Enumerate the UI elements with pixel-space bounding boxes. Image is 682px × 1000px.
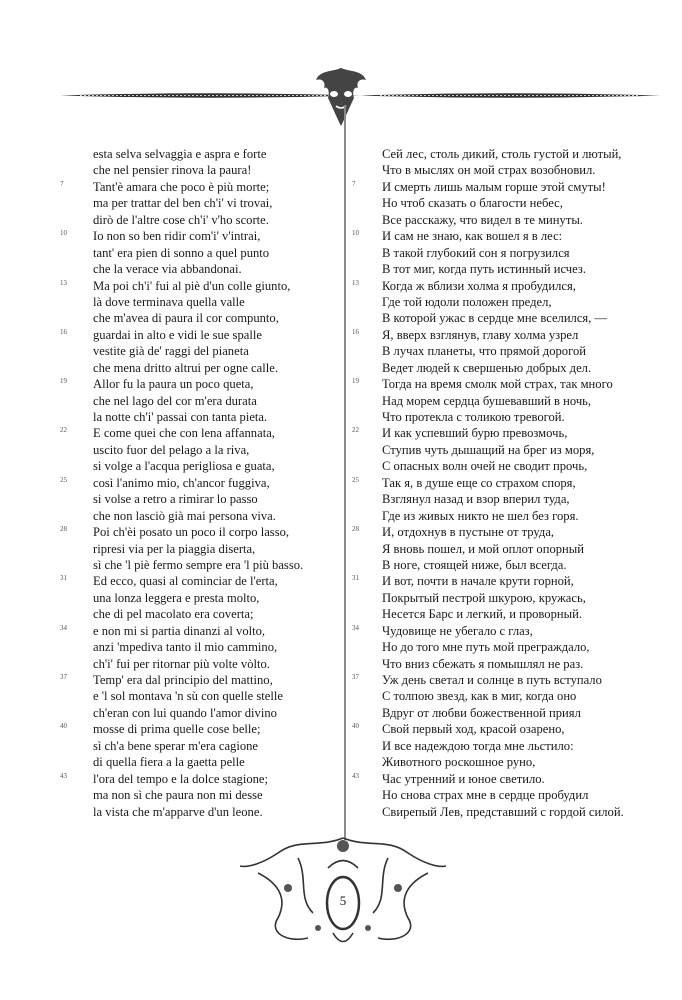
verse-line xyxy=(60,376,340,392)
verse-text: И сам не знаю, как вошел я в лес: xyxy=(382,229,563,244)
line-number: 40 xyxy=(60,722,67,731)
verse-line xyxy=(60,656,340,672)
verse-line xyxy=(352,721,662,737)
verse-line xyxy=(352,343,662,359)
italian-text-column xyxy=(60,146,340,820)
verse-line xyxy=(60,179,340,195)
verse-text: В которой ужас в сердце мне вселился, — xyxy=(382,311,608,326)
verse-line xyxy=(60,475,340,491)
line-number: 7 xyxy=(352,179,356,188)
verse-line xyxy=(352,179,662,195)
verse-text: che di pel macolato era coverta; xyxy=(93,607,254,622)
verse-text: tant' era pien di sonno a quel punto xyxy=(93,245,270,260)
verse-line xyxy=(352,294,662,310)
verse-text: Allor fu la paura un poco queta, xyxy=(93,377,254,392)
line-number: 16 xyxy=(60,327,67,336)
verse-text: Но до того мне путь мой преграждало, xyxy=(382,640,590,655)
verse-text: И все надеждою тогда мне льстило: xyxy=(382,738,574,753)
verse-line xyxy=(352,688,662,704)
verse-text: Но снова страх мне в сердце пробудил xyxy=(382,788,589,803)
verse-line xyxy=(352,212,662,228)
verse-line xyxy=(352,278,662,294)
verse-line xyxy=(352,590,662,606)
verse-text: sì ch'a bene sperar m'era cagione xyxy=(93,738,259,753)
verse-line xyxy=(60,639,340,655)
verse-line xyxy=(60,442,340,458)
verse-line xyxy=(352,425,662,441)
verse-text: Уж день светал и солнце в путь вступало xyxy=(382,673,602,687)
line-number: 34 xyxy=(60,623,67,632)
verse-text: esta selva selvaggia e aspra e forte xyxy=(93,147,267,161)
line-number: 7 xyxy=(60,179,64,188)
verse-line xyxy=(352,360,662,376)
verse-line xyxy=(60,754,340,770)
verse-line xyxy=(352,541,662,557)
line-number: 22 xyxy=(60,426,67,435)
line-number: 37 xyxy=(60,673,67,681)
verse-text: mosse di prima quelle cose belle; xyxy=(93,722,261,737)
page-number: 5 xyxy=(339,893,347,908)
verse-line xyxy=(352,771,662,787)
verse-text: Тогда на время смолк мой страх, так много xyxy=(382,377,613,392)
verse-line xyxy=(352,442,662,458)
verse-line xyxy=(60,672,340,688)
verse-line xyxy=(352,738,662,754)
verse-line xyxy=(60,409,340,425)
verse-text: Io non so ben ridir com'i' v'intrai, xyxy=(93,229,261,244)
verse-text: Что вниз сбежать я помышлял не раз. xyxy=(382,656,584,671)
verse-line xyxy=(60,590,340,606)
verse-line xyxy=(60,524,340,540)
verse-text: В такой глубокий сон я погрузился xyxy=(382,245,570,260)
line-number: 16 xyxy=(352,327,359,336)
verse-line xyxy=(60,360,340,376)
line-number: 25 xyxy=(60,475,67,484)
verse-line xyxy=(352,787,662,803)
verse-text: И, отдохнув в пустыне от труда, xyxy=(382,525,555,540)
verse-text: Ed ecco, quasi al cominciar de l'erta, xyxy=(93,574,278,589)
verse-text: si volge a l'acqua perigliosa e guata, xyxy=(93,459,275,474)
verse-text: Ступив чуть дышащий на брег из моря, xyxy=(382,442,595,457)
verse-text: dirò de l'altre cose ch'i' v'ho scorte. xyxy=(93,212,269,227)
verse-line xyxy=(352,508,662,524)
line-number: 28 xyxy=(60,525,67,534)
verse-line xyxy=(60,623,340,639)
verse-line xyxy=(60,491,340,507)
verse-line xyxy=(60,162,340,178)
russian-text-column xyxy=(352,146,662,820)
verse-line xyxy=(60,310,340,326)
verse-text: Когда ж вблизи холма я пробудился, xyxy=(382,278,576,293)
verse-text: ma per trattar del ben ch'i' vi trovai, xyxy=(93,196,273,211)
verse-line xyxy=(352,245,662,261)
verse-line xyxy=(352,705,662,721)
verse-text: la vista che m'apparve d'un leone. xyxy=(93,804,263,819)
verse-text: che m'avea di paura il cor compunto, xyxy=(93,311,279,326)
verse-text: che mena dritto altrui per ogne calle. xyxy=(93,360,278,375)
mask-ornament-icon xyxy=(312,66,370,128)
verse-line xyxy=(352,672,662,688)
verse-text: che nel pensier rinova la paura! xyxy=(93,163,252,178)
verse-text: l'ora del tempo e la dolce stagione; xyxy=(93,771,269,786)
verse-line xyxy=(352,195,662,211)
verse-line xyxy=(60,606,340,622)
verse-text: Над морем сердца бушевавший в ночь, xyxy=(382,393,592,408)
verse-line xyxy=(60,393,340,409)
verse-line xyxy=(352,804,662,820)
verse-text: В тот миг, когда путь истинный исчез. xyxy=(382,262,586,277)
verse-text: vestite già de' raggi del pianeta xyxy=(93,344,249,359)
verse-text: И вот, почти в начале крути горной, xyxy=(382,574,574,589)
verse-text: si volse a retro a rimirar lo passo xyxy=(93,492,258,507)
verse-text: И смерть лишь малым горше этой смуты! xyxy=(382,179,606,194)
verse-text: la notte ch'i' passai con tanta pieta. xyxy=(93,410,268,424)
verse-text: Чудовище не убегало с глаз, xyxy=(382,623,533,638)
verse-line xyxy=(60,771,340,787)
line-number: 22 xyxy=(352,426,359,435)
verse-line xyxy=(352,491,662,507)
verse-line xyxy=(352,656,662,672)
verse-text: guardai in alto e vidi le sue spalle xyxy=(93,327,262,342)
verse-line xyxy=(60,245,340,261)
verse-line xyxy=(352,754,662,770)
verse-text: là dove terminava quella valle xyxy=(93,294,245,309)
verse-text: Где из живых никто не шел без горя. xyxy=(382,508,579,523)
line-number: 40 xyxy=(352,722,359,731)
verse-line xyxy=(60,327,340,343)
verse-line xyxy=(60,458,340,474)
verse-line xyxy=(352,606,662,622)
verse-line xyxy=(60,573,340,589)
verse-line xyxy=(60,212,340,228)
verse-text: che non lasciò già mai persona viva. xyxy=(93,508,276,523)
verse-text: Взглянул назад и взор вперил туда, xyxy=(382,492,570,507)
verse-line xyxy=(352,261,662,277)
verse-line xyxy=(352,524,662,540)
verse-text: Где той юдоли положен предел, xyxy=(382,294,552,309)
verse-text: ch'eran con lui quando l'amor divino xyxy=(93,705,277,720)
line-number: 37 xyxy=(352,673,359,681)
verse-line xyxy=(60,146,340,162)
verse-text: così l'animo mio, ch'ancor fuggiva, xyxy=(93,475,270,490)
verse-text: Свирепый Лев, представший с гордой силой. xyxy=(382,804,624,819)
verse-text: e 'l sol montava 'n sù con quelle stelle xyxy=(93,689,283,704)
verse-line xyxy=(352,409,662,425)
verse-text: Ma poi ch'i' fui al piè d'un colle giunto, xyxy=(93,278,291,293)
verse-text: Но чтоб сказать о благости небес, xyxy=(382,196,563,211)
verse-line xyxy=(60,425,340,441)
verse-line xyxy=(352,639,662,655)
verse-text: Час утренний и юное светило. xyxy=(382,771,545,786)
line-number: 13 xyxy=(60,278,67,287)
verse-line xyxy=(60,804,340,820)
column-divider xyxy=(344,105,346,840)
verse-line xyxy=(60,261,340,277)
verse-text: Так я, в душе еще со страхом споря, xyxy=(382,475,576,490)
verse-line xyxy=(352,146,662,162)
verse-text: С толпою звезд, как в миг, когда оно xyxy=(382,689,577,704)
verse-line xyxy=(352,393,662,409)
verse-text: e non mi si partia dinanzi al volto, xyxy=(93,623,266,638)
line-number: 19 xyxy=(352,377,359,386)
verse-text: Я, вверх взглянув, главу холма узрел xyxy=(382,327,579,342)
verse-line xyxy=(60,705,340,721)
verse-line xyxy=(60,557,340,573)
line-number: 10 xyxy=(60,229,67,238)
verse-text: Что в мыслях он мой страх возобновил. xyxy=(382,163,596,178)
verse-line xyxy=(60,541,340,557)
verse-line xyxy=(60,343,340,359)
verse-text: E come quei che con lena affannata, xyxy=(93,426,275,441)
verse-text: Несется Барс и легкий, и проворный. xyxy=(382,607,582,622)
verse-line xyxy=(60,787,340,803)
verse-text: che nel lago del cor m'era durata xyxy=(93,393,257,408)
verse-text: una lonza leggera e presta molto, xyxy=(93,590,260,605)
line-number: 43 xyxy=(60,771,67,780)
verse-text: Сей лес, столь дикий, столь густой и лютый, xyxy=(382,147,622,161)
verse-text: Животного роскошное руно, xyxy=(382,755,536,770)
verse-text: sì che 'l piè fermo sempre era 'l più basso. xyxy=(93,557,304,572)
verse-line xyxy=(352,623,662,639)
line-number: 43 xyxy=(352,771,359,780)
verse-line xyxy=(352,310,662,326)
line-number: 31 xyxy=(60,574,67,583)
verse-text: di quella fiera a la gaetta pelle xyxy=(93,755,245,770)
line-number: 19 xyxy=(60,377,67,386)
verse-text: Temp' era dal principio del mattino, xyxy=(93,673,273,687)
verse-text: Свой первый ход, красой озарено, xyxy=(382,722,565,737)
verse-text: ma non sì che paura non mi desse xyxy=(93,788,263,803)
verse-text: С опасных волн очей не сводит прочь, xyxy=(382,459,588,474)
verse-text: ripresi via per la piaggia diserta, xyxy=(93,541,256,556)
verse-line xyxy=(352,228,662,244)
verse-text: Все расскажу, что видел в те минуты. xyxy=(382,212,583,227)
verse-line xyxy=(60,721,340,737)
verse-text: Tant'è amara che poco è più morte; xyxy=(93,179,270,194)
verse-line xyxy=(60,738,340,754)
verse-text: Покрытый пестрой шкурою, кружась, xyxy=(382,590,586,605)
verse-line xyxy=(60,294,340,310)
line-number: 25 xyxy=(352,475,359,484)
verse-text: Poi ch'èi posato un poco il corpo lasso, xyxy=(93,525,290,540)
verse-line xyxy=(60,688,340,704)
verse-line xyxy=(60,278,340,294)
verse-text: В лучах планеты, что прямой дорогой xyxy=(382,344,586,359)
verse-line xyxy=(352,162,662,178)
verse-line xyxy=(60,195,340,211)
line-number: 13 xyxy=(352,278,359,287)
line-number: 10 xyxy=(352,229,359,238)
verse-text: И как успевший бурю превозмочь, xyxy=(382,426,568,441)
verse-line xyxy=(352,458,662,474)
verse-line xyxy=(352,557,662,573)
line-number: 28 xyxy=(352,525,359,534)
verse-text: uscito fuor del pelago a la riva, xyxy=(93,442,250,457)
line-number: 34 xyxy=(352,623,359,632)
verse-text: Вдруг от любви божественной приял xyxy=(382,705,581,720)
verse-text: Ведет людей к свершенью добрых дел. xyxy=(382,360,592,375)
verse-line xyxy=(352,376,662,392)
bottom-cartouche-ornament-icon xyxy=(238,828,448,953)
verse-line xyxy=(60,508,340,524)
verse-text: В ноге, стоящей ниже, был всегда. xyxy=(382,557,567,572)
verse-text: Что протекла с толикою тревогой. xyxy=(382,410,565,424)
verse-text: che la verace via abbandonai. xyxy=(93,262,242,277)
verse-line xyxy=(352,475,662,491)
verse-text: Я вновь пошел, и мой оплот опорный xyxy=(382,541,584,556)
verse-line xyxy=(352,327,662,343)
verse-line xyxy=(352,573,662,589)
verse-line xyxy=(60,228,340,244)
verse-text: ch'i' fui per ritornar più volte vòlto. xyxy=(93,656,270,671)
line-number: 31 xyxy=(352,574,359,583)
verse-text: anzi 'mpediva tanto il mio cammino, xyxy=(93,640,278,655)
